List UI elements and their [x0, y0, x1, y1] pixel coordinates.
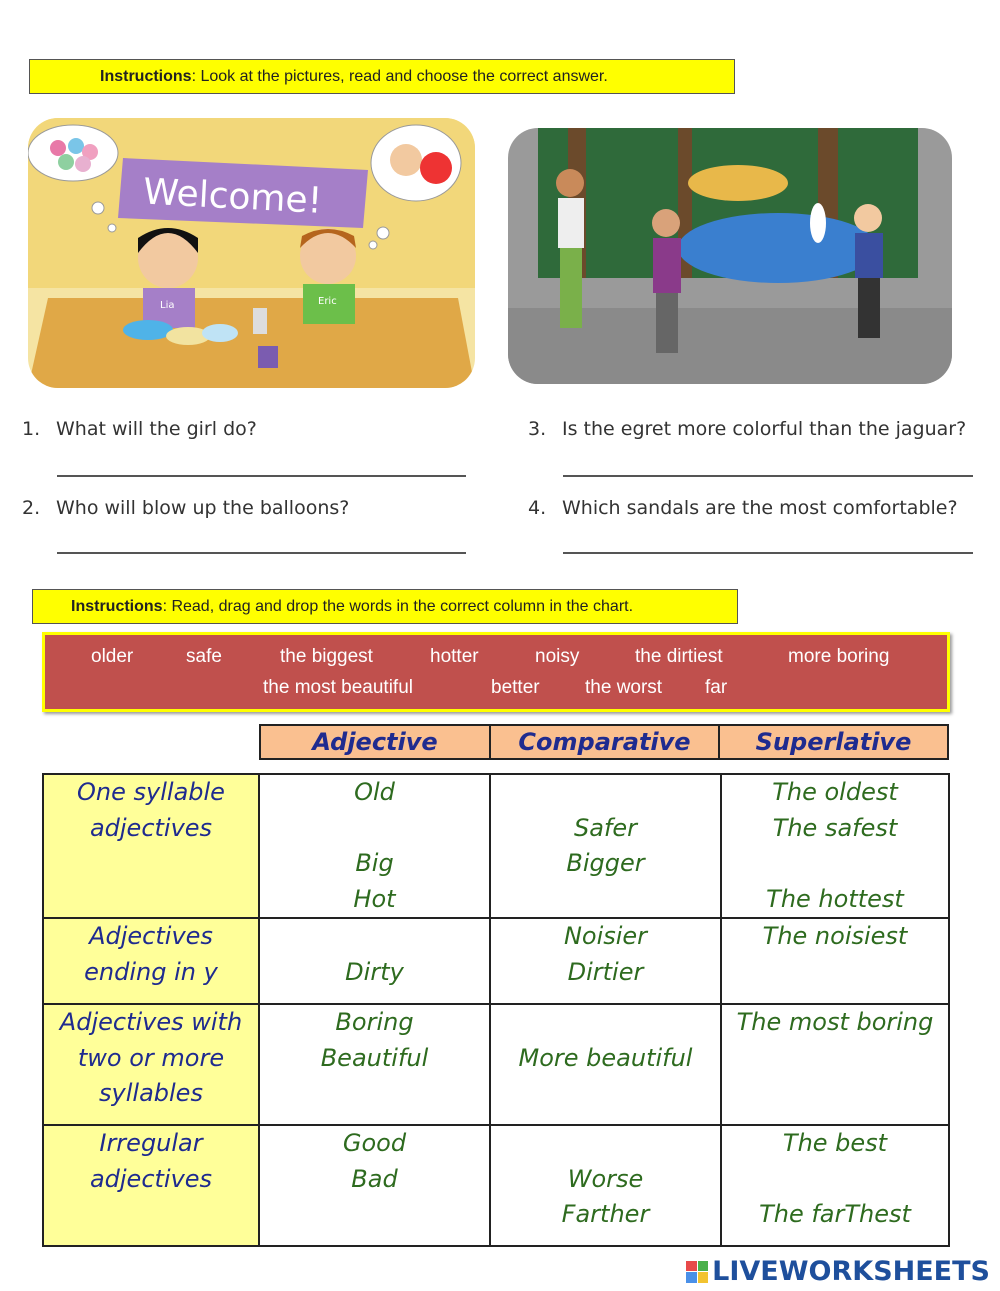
- comparative-cell[interactable]: Safer Bigger: [490, 774, 721, 918]
- instructions-box-2: [32, 589, 738, 624]
- instructions-text: : Look at the pictures, read and choose the correct answer.: [191, 67, 608, 85]
- liveworksheets-logo: [686, 1256, 990, 1287]
- question-4: 4. Which sandals are the most comfortable?: [528, 497, 958, 519]
- adjective-chart: [42, 773, 950, 1247]
- welcome-banner-text: Welcome!: [142, 171, 324, 222]
- word-hotter[interactable]: hotter: [430, 646, 479, 667]
- adjective-cell[interactable]: Boring Beautiful: [259, 1004, 490, 1125]
- superlative-cell[interactable]: The noisiest: [721, 918, 949, 1004]
- girl-shirt-text: Lia: [160, 300, 175, 311]
- header-comparative: Comparative: [489, 724, 720, 760]
- chart-row-ending-y: [43, 918, 949, 1004]
- question-3: 3. Is the egret more colorful than the jaguar?: [528, 418, 967, 440]
- zoo-illustration: [508, 128, 952, 384]
- answer-line-1[interactable]: [57, 475, 466, 477]
- question-2: 2. Who will blow up the balloons?: [22, 497, 350, 519]
- instructions-box-1: [29, 59, 735, 94]
- logo-icon: [686, 1261, 708, 1283]
- answer-line-3[interactable]: [563, 475, 973, 477]
- superlative-cell[interactable]: The oldest The safest The hottest: [721, 774, 949, 918]
- word-older[interactable]: older: [91, 646, 134, 667]
- word-the-biggest[interactable]: the biggest: [280, 646, 373, 667]
- boy-shirt-text: Eric: [318, 296, 337, 307]
- adjective-cell[interactable]: Good Bad: [259, 1125, 490, 1246]
- word-safe[interactable]: safe: [186, 646, 222, 667]
- logo-text: LIVEWORKSHEETS: [712, 1256, 990, 1287]
- adjective-cell[interactable]: Old Big Hot: [259, 774, 490, 918]
- kitchen-illustration: [28, 118, 475, 388]
- comparative-cell[interactable]: Noisier Dirtier: [490, 918, 721, 1004]
- answer-line-2[interactable]: [57, 552, 466, 554]
- chart-row-one-syllable: [43, 774, 949, 918]
- word-more-boring[interactable]: more boring: [788, 646, 890, 667]
- instructions-label-2: Instructions: [71, 597, 163, 615]
- instructions-label: Instructions: [100, 67, 192, 85]
- word-better[interactable]: better: [491, 677, 540, 698]
- superlative-cell[interactable]: The most boring: [721, 1004, 949, 1125]
- word-noisy[interactable]: noisy: [535, 646, 580, 667]
- comparative-cell[interactable]: Worse Farther: [490, 1125, 721, 1246]
- answer-line-4[interactable]: [563, 552, 973, 554]
- instructions-text-2: : Read, drag and drop the words in the correct column in the chart.: [162, 597, 634, 615]
- word-bank: [42, 632, 950, 712]
- category-cell: Irregular adjectives: [43, 1125, 259, 1246]
- chart-row-two-syllables: [43, 1004, 949, 1125]
- question-1: 1. What will the girl do?: [22, 418, 257, 440]
- category-cell: Adjectives ending in y: [43, 918, 259, 1004]
- category-cell: Adjectives with two or more syllables: [43, 1004, 259, 1125]
- word-the-dirtiest[interactable]: the dirtiest: [635, 646, 723, 667]
- word-the-most-beautiful[interactable]: the most beautiful: [263, 677, 413, 698]
- word-the-worst[interactable]: the worst: [585, 677, 663, 698]
- word-far[interactable]: far: [705, 677, 728, 698]
- adjective-cell[interactable]: Dirty: [259, 918, 490, 1004]
- chart-row-irregular: [43, 1125, 949, 1246]
- comparative-cell[interactable]: More beautiful: [490, 1004, 721, 1125]
- header-adjective: Adjective: [259, 724, 491, 760]
- header-superlative: Superlative: [718, 724, 949, 760]
- category-cell: One syllable adjectives: [43, 774, 259, 918]
- superlative-cell[interactable]: The best The farThest: [721, 1125, 949, 1246]
